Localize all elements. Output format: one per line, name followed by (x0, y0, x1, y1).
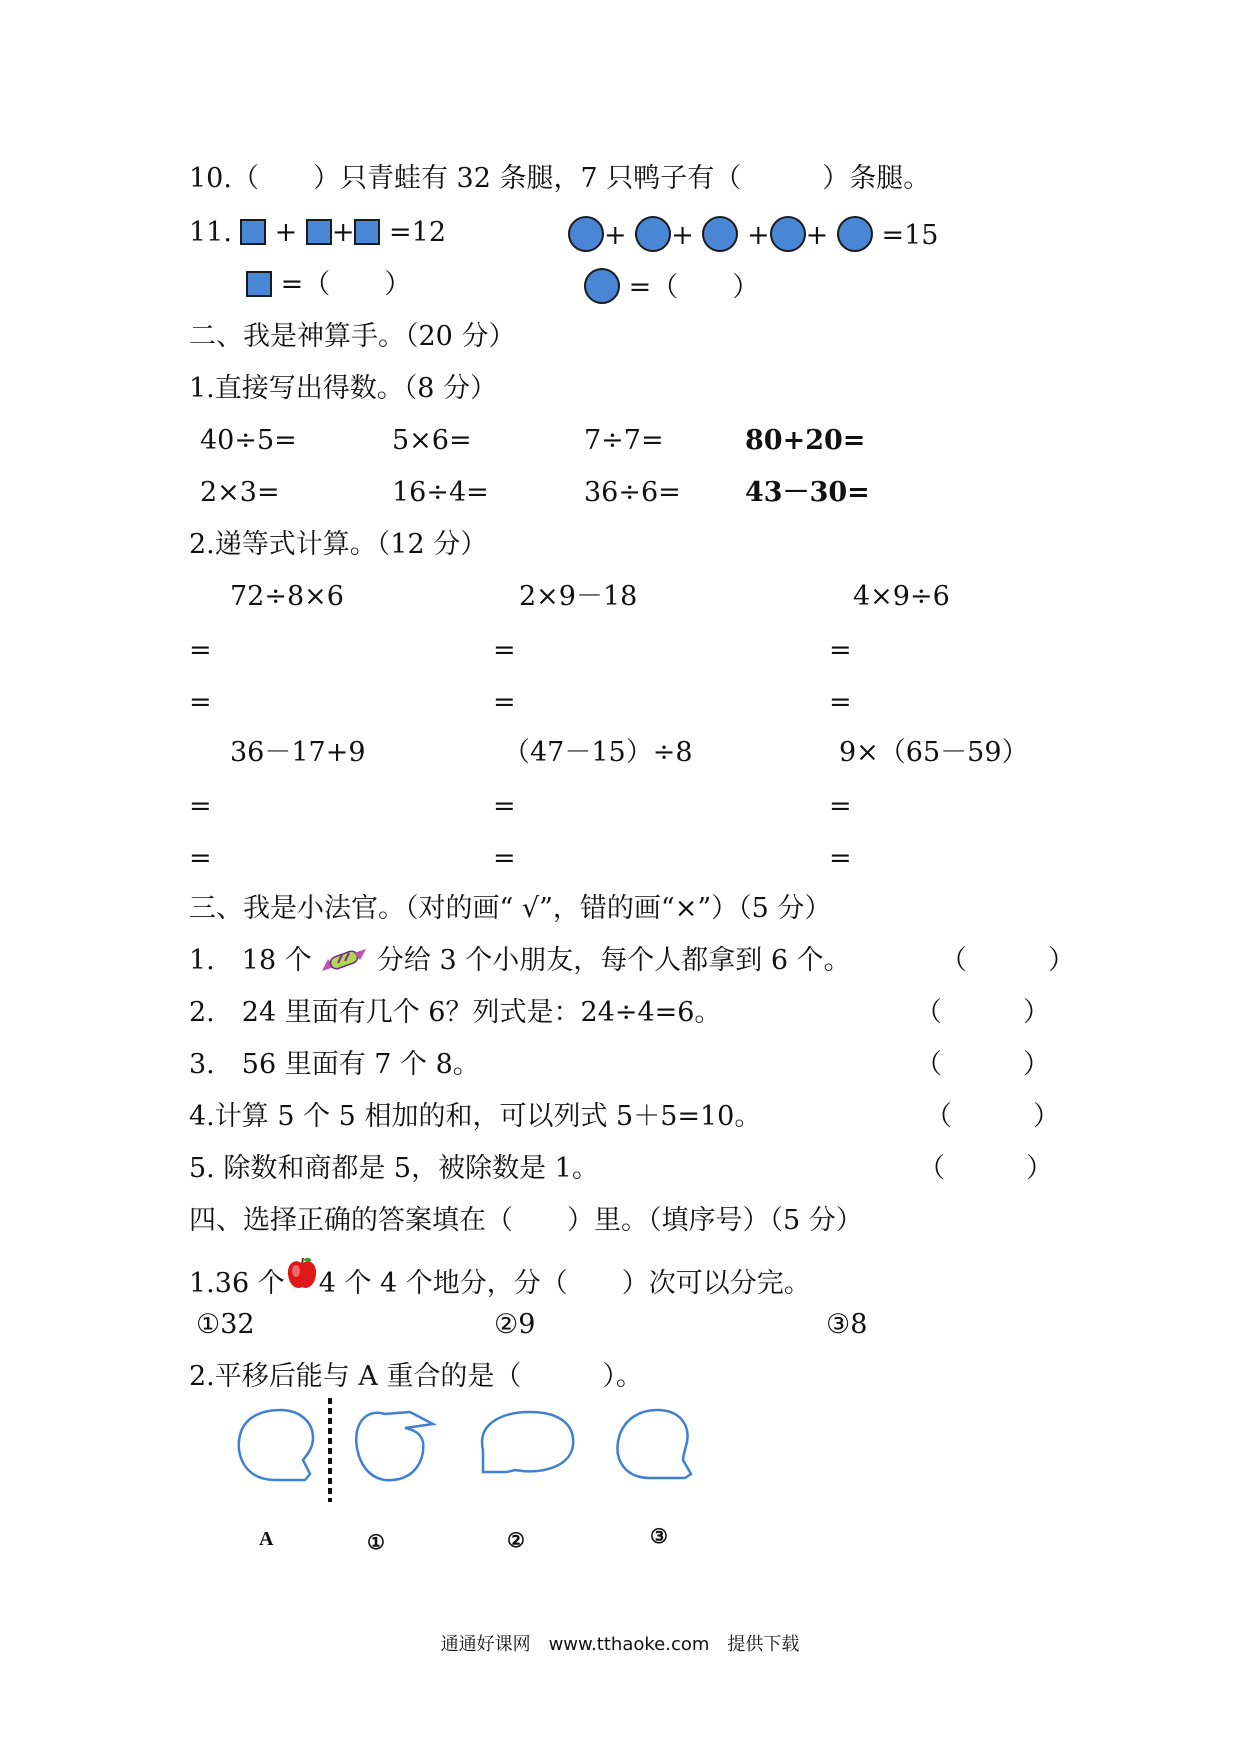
choice-q1-pre: 1.36 个 (189, 1268, 285, 1299)
choice-option-2[interactable]: ②9 (494, 1309, 536, 1340)
judge-answer-blank[interactable]: （ ） (915, 1049, 1050, 1080)
footer-credit: 通通好课网 www.tthaoke.com 提供下载 (440, 1634, 800, 1655)
square-shape (240, 219, 266, 245)
section-2-2-title: 2.递等式计算。（12 分） (189, 529, 488, 560)
judge-answer-blank[interactable]: （ ） (915, 997, 1050, 1028)
oral-calc: 2×3= (200, 477, 280, 508)
stepwise-expression: 72÷8×6 (230, 581, 344, 612)
circle-answer-blank: =（ ） (628, 272, 760, 303)
circles-total: =15 (881, 220, 939, 251)
stepwise-expression: 4×9÷6 (853, 581, 950, 612)
oral-calc: 5×6= (392, 425, 472, 456)
shape-label-3: ③ (650, 1526, 668, 1548)
section-3-title: 三、我是小法官。（对的画“ √”，错的画“×”）（5 分） (189, 893, 832, 924)
squares-total: =12 (389, 217, 447, 248)
equals-sign: = (829, 843, 852, 874)
equals-sign: = (493, 687, 516, 718)
shape-label-2: ② (507, 1530, 525, 1552)
circle-shape (584, 268, 620, 304)
plus-sign: + (805, 220, 829, 251)
question-11-number: 11. (189, 217, 232, 248)
equals-sign: = (829, 791, 852, 822)
choice-q1-post: 4 个 4 个地分，分（ ）次可以分完。 (318, 1268, 811, 1299)
plus-sign: + (671, 220, 694, 251)
shape-label-1: ① (367, 1532, 385, 1554)
shape-option-2-outline (482, 1412, 573, 1472)
q10-number: 10. (189, 163, 232, 194)
judge-item-4: 4.计算 5 个 5 相加的和，可以列式 5＋5=10。 (189, 1101, 762, 1132)
question-11-circles (568, 216, 938, 253)
judge-item-3: 3. 56 里面有 7 个 8。 (189, 1049, 480, 1080)
question-11-squares (240, 216, 446, 250)
shape-a-outline (239, 1410, 313, 1480)
section-2-title: 二、我是神算手。（20 分） (189, 321, 516, 352)
equals-sign: = (189, 791, 212, 822)
judge-item-2: 2. 24 里面有几个 6？列式是：24÷4=6。 (189, 997, 722, 1028)
judge-answer-blank[interactable]: （ ） (925, 1101, 1060, 1132)
q10-text: （ ）只青蛙有 32 条腿，7 只鸭子有（ ）条腿。 (231, 163, 931, 194)
equals-sign: = (189, 687, 212, 718)
judge-item-5: 5. 除数和商都是 5，被除数是 1。 (189, 1153, 599, 1184)
plus-sign: + (274, 217, 298, 248)
square-answer (246, 268, 411, 302)
apple-icon (285, 1256, 319, 1292)
plus-sign: + (604, 220, 627, 251)
circle-shape (702, 216, 738, 252)
judge-answer-blank[interactable]: （ ） (940, 945, 1075, 976)
shape-option-3-outline (617, 1410, 691, 1478)
equals-sign: = (493, 843, 516, 874)
section-4-title: 四、选择正确的答案填在（ ）里。（填序号）（5 分） (189, 1205, 863, 1236)
candy-icon (320, 945, 368, 975)
equals-sign: = (829, 687, 852, 718)
equals-sign: = (493, 791, 516, 822)
oral-calc: 43－30= (745, 477, 870, 508)
judge-answer-blank[interactable]: （ ） (918, 1153, 1053, 1184)
equals-sign: = (829, 635, 852, 666)
circle-shape (568, 216, 604, 252)
circle-shape (635, 216, 671, 252)
square-shape (246, 271, 272, 297)
choice-option-3[interactable]: ③8 (826, 1309, 868, 1340)
equals-sign: = (189, 843, 212, 874)
oral-calc: 36÷6= (584, 477, 681, 508)
square-shape (306, 219, 332, 245)
judge-item-1-post: 分给 3 个小朋友，每个人都拿到 6 个。 (376, 945, 851, 976)
plus-sign: + (747, 220, 770, 251)
stepwise-expression: （47－15）÷8 (503, 737, 693, 768)
choice-option-1[interactable]: ①32 (196, 1309, 255, 1340)
circle-shape (837, 216, 873, 252)
equals-sign: = (493, 635, 516, 666)
oral-calc: 7÷7= (584, 425, 664, 456)
stepwise-expression: 36－17+9 (230, 737, 366, 768)
oral-calc: 80+20= (745, 425, 866, 456)
oral-calc: 40÷5= (200, 425, 297, 456)
square-shape (354, 219, 380, 245)
oral-calc: 16÷4= (392, 477, 489, 508)
square-answer-blank: =（ ） (280, 269, 412, 300)
choice-question-2: 2.平移后能与 A 重合的是（ ）。 (189, 1361, 643, 1392)
translation-figure (225, 1390, 725, 1520)
circle-shape (770, 216, 806, 252)
shape-option-1-outline (356, 1412, 433, 1480)
plus-sign: + (331, 217, 355, 248)
equals-sign: = (189, 635, 212, 666)
circle-answer (584, 268, 759, 305)
judge-item-1-pre: 1. 18 个 (189, 945, 312, 976)
stepwise-expression: 9×（65－59） (839, 737, 1029, 768)
shape-label-a: A (259, 1528, 274, 1550)
section-2-1-title: 1.直接写出得数。（8 分） (189, 373, 498, 404)
judge-item-1 (189, 944, 851, 978)
stepwise-expression: 2×9－18 (519, 581, 638, 612)
question-10 (189, 162, 930, 196)
choice-question-1 (189, 1256, 811, 1301)
